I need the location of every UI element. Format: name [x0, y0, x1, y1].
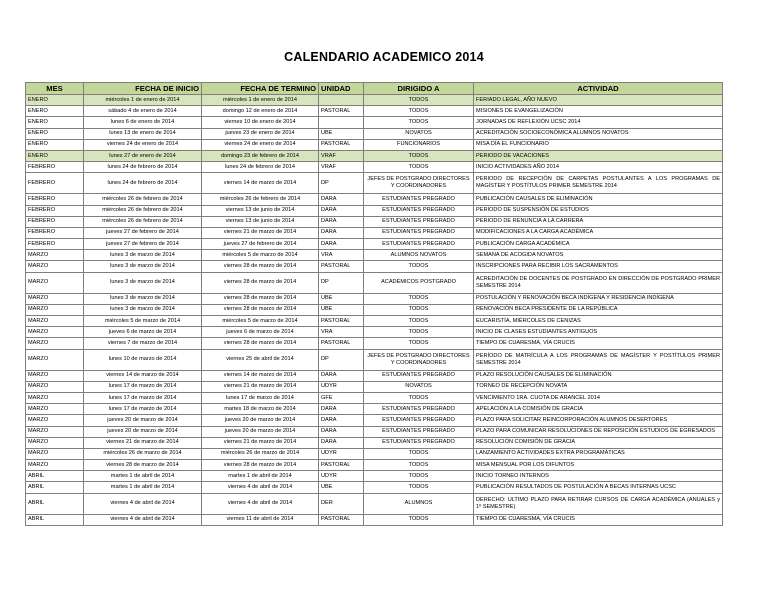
table-row	[26, 370, 723, 381]
cell-actividad: PUBLICACIÓN RESULTADOS DE POSTULACIÓN A BECAS INTERNAS UCSC	[474, 482, 723, 493]
table-row	[26, 272, 723, 293]
cell-dirigido: TODOS	[364, 95, 474, 106]
cell-unidad: DARA	[319, 227, 364, 238]
cell-dirigido: TODOS	[364, 460, 474, 471]
cell-mes: ENERO	[26, 128, 84, 139]
cell-fecha-inicio: lunes 10 de marzo de 2014	[84, 349, 202, 370]
cell-mes: MARZO	[26, 338, 84, 349]
cell-unidad: UDYR	[319, 381, 364, 392]
cell-mes: FEBRERO	[26, 173, 84, 194]
cell-actividad: PERIODO DE SUSPENSIÓN DE ESTUDIOS	[474, 205, 723, 216]
cell-actividad: TIEMPO DE CUARESMA, VÍA CRUCIS	[474, 514, 723, 525]
cell-mes: MARZO	[26, 460, 84, 471]
cell-fecha-termino: viernes 10 de enero de 2014	[202, 117, 319, 128]
cell-fecha-inicio: lunes 3 de marzo de 2014	[84, 250, 202, 261]
cell-unidad: PASTORAL	[319, 460, 364, 471]
cell-dirigido: TODOS	[364, 392, 474, 403]
calendar-table	[25, 82, 723, 526]
cell-fecha-termino: jueves 20 de marzo de 2014	[202, 426, 319, 437]
table-row	[26, 448, 723, 459]
table-row	[26, 95, 723, 106]
cell-dirigido: ALUMNOS	[364, 493, 474, 514]
cell-actividad: PERIODO DE RECEPCIÓN DE CARPETAS POSTULANTES A LOS PROGRAMAS DE MAGÍSTER Y POSTÍTULOS PRIMER SEMESTRE 2014	[474, 173, 723, 194]
cell-dirigido: ESTUDIANTES PREGRADO	[364, 194, 474, 205]
cell-mes: MARZO	[26, 370, 84, 381]
cell-actividad: INSCRIPCIONES PARA RECIBIR LOS SACRAMENTOS	[474, 261, 723, 272]
cell-mes: MARZO	[26, 404, 84, 415]
table-row	[26, 250, 723, 261]
table-row	[26, 437, 723, 448]
cell-actividad: VENCIMIENTO 1RA. CUOTA DE ARANCEL 2014	[474, 392, 723, 403]
cell-dirigido: TODOS	[364, 304, 474, 315]
cell-fecha-inicio: viernes 21 de marzo de 2014	[84, 437, 202, 448]
cell-fecha-inicio: viernes 4 de abril de 2014	[84, 493, 202, 514]
cell-mes: MARZO	[26, 272, 84, 293]
cell-dirigido: JEFES DE POSTGRADO DIRECTORES Y COORDINADORES	[364, 173, 474, 194]
cell-fecha-termino: viernes 21 de marzo de 2014	[202, 227, 319, 238]
cell-fecha-inicio: lunes 3 de marzo de 2014	[84, 293, 202, 304]
cell-fecha-inicio: lunes 24 de febrero de 2014	[84, 162, 202, 173]
cell-fecha-inicio: sábado 4 de enero de 2014	[84, 106, 202, 117]
cell-mes: ENERO	[26, 150, 84, 161]
cell-fecha-inicio: viernes 24 de enero de 2014	[84, 139, 202, 150]
cell-mes: ABRIL	[26, 482, 84, 493]
cell-fecha-inicio: viernes 4 de abril de 2014	[84, 514, 202, 525]
table-row	[26, 426, 723, 437]
cell-dirigido: TODOS	[364, 471, 474, 482]
cell-fecha-termino: lunes 17 de marzo de 2014	[202, 392, 319, 403]
cell-actividad: TIEMPO DE CUARESMA, VÍA CRUCIS	[474, 338, 723, 349]
cell-dirigido: ESTUDIANTES PREGRADO	[364, 404, 474, 415]
cell-unidad: UBE	[319, 304, 364, 315]
cell-actividad: MODIFICACIONES A LA CARGA ACADÉMICA	[474, 227, 723, 238]
cell-fecha-termino: domingo 12 de enero de 2014	[202, 106, 319, 117]
cell-mes: FEBRERO	[26, 216, 84, 227]
cell-fecha-termino: viernes 13 de junio de 2014	[202, 205, 319, 216]
cell-dirigido: TODOS	[364, 293, 474, 304]
cell-dirigido: TODOS	[364, 482, 474, 493]
cell-fecha-termino: miércoles 5 de marzo de 2014	[202, 316, 319, 327]
cell-fecha-termino: viernes 21 de marzo de 2014	[202, 381, 319, 392]
cell-fecha-termino: jueves 6 de marzo de 2014	[202, 327, 319, 338]
cell-fecha-termino: viernes 21 de marzo de 2014	[202, 437, 319, 448]
cell-actividad: SEMANA DE ACOGIDA NOVATOS	[474, 250, 723, 261]
cell-mes: MARZO	[26, 349, 84, 370]
cell-fecha-termino: viernes 11 de abril de 2014	[202, 514, 319, 525]
cell-dirigido: ESTUDIANTES PREGRADO	[364, 370, 474, 381]
calendar-rows	[26, 95, 723, 526]
cell-unidad: PASTORAL	[319, 106, 364, 117]
cell-fecha-inicio: miércoles 26 de febrero de 2014	[84, 194, 202, 205]
cell-fecha-inicio: jueves 27 de febrero de 2014	[84, 239, 202, 250]
cell-mes: MARZO	[26, 392, 84, 403]
cell-unidad: PASTORAL	[319, 514, 364, 525]
cell-mes: MARZO	[26, 448, 84, 459]
cell-fecha-inicio: viernes 7 de marzo de 2014	[84, 338, 202, 349]
cell-unidad: DARA	[319, 239, 364, 250]
cell-fecha-inicio: viernes 28 de marzo de 2014	[84, 460, 202, 471]
cell-actividad: POSTULACIÓN Y RENOVACIÓN BECA INDÍGENA Y RESIDENCIA INDÍGENA	[474, 293, 723, 304]
cell-fecha-inicio: miércoles 1 de enero de 2014	[84, 95, 202, 106]
cell-fecha-termino: martes 18 de marzo de 2014	[202, 404, 319, 415]
cell-dirigido: ESTUDIANTES PREGRADO	[364, 227, 474, 238]
cell-mes: MARZO	[26, 293, 84, 304]
cell-fecha-termino: viernes 4 de abril de 2014	[202, 493, 319, 514]
cell-dirigido: TODOS	[364, 162, 474, 173]
cell-unidad: UDYR	[319, 448, 364, 459]
cell-dirigido: ESTUDIANTES PREGRADO	[364, 437, 474, 448]
cell-mes: ABRIL	[26, 514, 84, 525]
cell-fecha-inicio: lunes 3 de marzo de 2014	[84, 261, 202, 272]
table-row	[26, 349, 723, 370]
cell-fecha-termino: jueves 27 de febrero de 2014	[202, 239, 319, 250]
cell-mes: ENERO	[26, 95, 84, 106]
cell-unidad: PASTORAL	[319, 338, 364, 349]
cell-dirigido: NOVATOS	[364, 381, 474, 392]
table-row	[26, 514, 723, 525]
cell-dirigido: TODOS	[364, 514, 474, 525]
table-row	[26, 150, 723, 161]
header-row	[26, 83, 723, 95]
cell-actividad: PERÍODO DE MATRÍCULA A LOS PROGRAMAS DE MAGÍSTER Y POSTÍTULOS PRIMER SEMESTRE 2014	[474, 349, 723, 370]
cell-fecha-inicio: lunes 17 de marzo de 2014	[84, 392, 202, 403]
cell-mes: MARZO	[26, 415, 84, 426]
cell-fecha-termino: viernes 14 de marzo de 2014	[202, 173, 319, 194]
cell-dirigido: TODOS	[364, 338, 474, 349]
cell-fecha-termino: miércoles 5 de marzo de 2014	[202, 250, 319, 261]
cell-unidad: PASTORAL	[319, 261, 364, 272]
cell-actividad: APELACIÓN A LA COMISIÓN DE GRACIA	[474, 404, 723, 415]
cell-fecha-termino: viernes 28 de marzo de 2014	[202, 338, 319, 349]
cell-dirigido: FUNCIONARIOS	[364, 139, 474, 150]
cell-fecha-inicio: miércoles 26 de febrero de 2014	[84, 216, 202, 227]
cell-unidad: DARA	[319, 194, 364, 205]
cell-unidad: UBE	[319, 128, 364, 139]
cell-dirigido: ESTUDIANTES PREGRADO	[364, 205, 474, 216]
cell-dirigido: ESTUDIANTES PREGRADO	[364, 426, 474, 437]
column-header-fecha-termino: FECHA DE TERMINO	[202, 83, 319, 95]
cell-mes: MARZO	[26, 316, 84, 327]
cell-unidad: DARA	[319, 415, 364, 426]
cell-fecha-inicio: lunes 6 de enero de 2014	[84, 117, 202, 128]
cell-mes: FEBRERO	[26, 239, 84, 250]
table-row	[26, 338, 723, 349]
table-row	[26, 482, 723, 493]
cell-fecha-inicio: jueves 6 de marzo de 2014	[84, 327, 202, 338]
cell-actividad: MISA MENSUAL POR LOS DIFUNTOS	[474, 460, 723, 471]
cell-dirigido: TODOS	[364, 448, 474, 459]
cell-unidad: VRA	[319, 250, 364, 261]
cell-fecha-inicio: lunes 3 de marzo de 2014	[84, 304, 202, 315]
column-header-mes: MES	[26, 83, 84, 95]
cell-mes: MARZO	[26, 327, 84, 338]
cell-fecha-inicio: martes 1 de abril de 2014	[84, 471, 202, 482]
table-row	[26, 293, 723, 304]
table-row	[26, 304, 723, 315]
cell-dirigido: ALUMNOS NOVATOS	[364, 250, 474, 261]
cell-actividad: PLAZO PARA SOLICITAR REINCORPORACIÓN ALUMNOS DESERTORES	[474, 415, 723, 426]
cell-actividad: LANZAMIENTO ACTIVIDADES EXTRA PROGRAMÁTICAS	[474, 448, 723, 459]
table-row	[26, 194, 723, 205]
cell-actividad: DERECHO: ULTIMO PLAZO PARA RETIRAR CURSOS DE CARGA ACADÉMICA (ANUALES y 1º SEMESTRE)	[474, 493, 723, 514]
cell-actividad: EUCARISTÍA, MIÉRCOLES DE CENIZAS	[474, 316, 723, 327]
cell-actividad: ACREDITACIÓN SOCIOECONÓMICA ALUMNOS NOVATOS	[474, 128, 723, 139]
cell-mes: ENERO	[26, 117, 84, 128]
cell-mes: ABRIL	[26, 493, 84, 514]
cell-dirigido: JEFES DE POSTGRADO DIRECTORES Y COORDINADORES	[364, 349, 474, 370]
table-row	[26, 415, 723, 426]
cell-actividad: TORNEO DE RECEPCIÓN NOVATA	[474, 381, 723, 392]
table-row	[26, 460, 723, 471]
table-row	[26, 381, 723, 392]
cell-fecha-termino: lunes 24 de febrero de 2014	[202, 162, 319, 173]
cell-mes: MARZO	[26, 437, 84, 448]
cell-fecha-termino: miércoles 26 de febrero de 2014	[202, 194, 319, 205]
cell-fecha-inicio: miércoles 26 de febrero de 2014	[84, 205, 202, 216]
cell-actividad: PERIODO DE VACACIONES	[474, 150, 723, 161]
table-row	[26, 117, 723, 128]
cell-unidad: PASTORAL	[319, 139, 364, 150]
table-row	[26, 316, 723, 327]
cell-unidad: DER	[319, 493, 364, 514]
cell-fecha-termino: viernes 25 de abril de 2014	[202, 349, 319, 370]
table-row	[26, 106, 723, 117]
table-row	[26, 227, 723, 238]
cell-unidad: DP	[319, 272, 364, 293]
table-row	[26, 173, 723, 194]
cell-dirigido: NOVATOS	[364, 128, 474, 139]
cell-actividad: INICIO DE CLASES ESTUDIANTES ANTIGUOS	[474, 327, 723, 338]
cell-unidad	[319, 95, 364, 106]
cell-fecha-termino: viernes 28 de marzo de 2014	[202, 261, 319, 272]
cell-unidad: DARA	[319, 216, 364, 227]
cell-unidad: GFE	[319, 392, 364, 403]
table-row	[26, 239, 723, 250]
cell-actividad: FERIADO LEGAL, AÑO NUEVO	[474, 95, 723, 106]
column-header-actividad: ACTIVIDAD	[474, 83, 723, 95]
cell-actividad: INICIO ACTIVIDADES AÑO 2014	[474, 162, 723, 173]
table-row	[26, 327, 723, 338]
cell-unidad: DARA	[319, 205, 364, 216]
cell-actividad: MISIONES DE EVANGELIZACIÓN	[474, 106, 723, 117]
cell-fecha-inicio: jueves 20 de marzo de 2014	[84, 426, 202, 437]
cell-unidad: DARA	[319, 426, 364, 437]
cell-dirigido: TODOS	[364, 106, 474, 117]
cell-fecha-termino: viernes 4 de abril de 2014	[202, 482, 319, 493]
cell-mes: ABRIL	[26, 471, 84, 482]
cell-actividad: PUBLICACIÓN CARGA ACADÉMICA	[474, 239, 723, 250]
cell-fecha-inicio: jueves 27 de febrero de 2014	[84, 227, 202, 238]
table-row	[26, 162, 723, 173]
cell-unidad: UBE	[319, 482, 364, 493]
cell-fecha-inicio: lunes 17 de marzo de 2014	[84, 404, 202, 415]
cell-actividad: MISA DÍA EL FUNCIONARIO	[474, 139, 723, 150]
column-header-fecha-inicio: FECHA DE INICIO	[84, 83, 202, 95]
cell-mes: MARZO	[26, 304, 84, 315]
cell-fecha-termino: viernes 13 de junio de 2014	[202, 216, 319, 227]
cell-fecha-inicio: miércoles 26 de marzo de 2014	[84, 448, 202, 459]
cell-dirigido: ESTUDIANTES PREGRADO	[364, 216, 474, 227]
cell-actividad: JORNADAS DE REFLEXIÓN UCSC 2014	[474, 117, 723, 128]
cell-unidad: UBE	[319, 293, 364, 304]
column-header-unidad: UNIDAD	[319, 83, 364, 95]
cell-mes: FEBRERO	[26, 205, 84, 216]
cell-actividad: PLAZO RESOLUCIÓN CAUSALES DE ELIMINACIÓN	[474, 370, 723, 381]
cell-fecha-termino: viernes 28 de marzo de 2014	[202, 272, 319, 293]
cell-unidad: DARA	[319, 370, 364, 381]
page-title: CALENDARIO ACADEMICO 2014	[284, 50, 484, 64]
cell-fecha-termino: viernes 28 de marzo de 2014	[202, 304, 319, 315]
cell-fecha-termino: jueves 23 de enero de 2014	[202, 128, 319, 139]
cell-dirigido: TODOS	[364, 327, 474, 338]
cell-unidad: UDYR	[319, 471, 364, 482]
table-row	[26, 216, 723, 227]
cell-unidad: VRAF	[319, 162, 364, 173]
cell-actividad: ACREDITACIÓN DE DOCENTES DE POSTGRADO EN DIRECCIÓN DE POSTGRADO PRIMER SEMESTRE 2014	[474, 272, 723, 293]
cell-unidad: VRA	[319, 327, 364, 338]
cell-unidad: DP	[319, 349, 364, 370]
cell-dirigido: TODOS	[364, 316, 474, 327]
cell-fecha-inicio: martes 1 de abril de 2014	[84, 482, 202, 493]
cell-actividad: PLAZO PARA COMUNICAR RESOLUCIONES DE REPOSICIÓN ESTUDIOS DE EGRESADOS	[474, 426, 723, 437]
cell-mes: MARZO	[26, 261, 84, 272]
cell-fecha-termino: viernes 24 de enero de 2014	[202, 139, 319, 150]
cell-unidad: DARA	[319, 404, 364, 415]
table-row	[26, 205, 723, 216]
cell-unidad: DP	[319, 173, 364, 194]
cell-fecha-termino: viernes 28 de marzo de 2014	[202, 460, 319, 471]
cell-actividad: RESOLUCIÓN COMISIÓN DE GRACIA	[474, 437, 723, 448]
cell-mes: FEBRERO	[26, 227, 84, 238]
cell-fecha-termino: miércoles 26 de marzo de 2014	[202, 448, 319, 459]
cell-fecha-inicio: lunes 27 de enero de 2014	[84, 150, 202, 161]
cell-dirigido: TODOS	[364, 150, 474, 161]
cell-dirigido: TODOS	[364, 117, 474, 128]
cell-unidad: VRAF	[319, 150, 364, 161]
cell-dirigido: ACADÉMICOS POSTGRADO	[364, 272, 474, 293]
cell-mes: MARZO	[26, 250, 84, 261]
cell-fecha-inicio: jueves 20 de marzo de 2014	[84, 415, 202, 426]
cell-fecha-inicio: miércoles 5 de marzo de 2014	[84, 316, 202, 327]
cell-fecha-inicio: lunes 24 de febrero de 2014	[84, 173, 202, 194]
cell-fecha-inicio: lunes 17 de marzo de 2014	[84, 381, 202, 392]
cell-dirigido: ESTUDIANTES PREGRADO	[364, 415, 474, 426]
cell-mes: FEBRERO	[26, 194, 84, 205]
cell-fecha-termino: viernes 28 de marzo de 2014	[202, 293, 319, 304]
table-row	[26, 261, 723, 272]
cell-fecha-termino: domingo 23 de febrero de 2014	[202, 150, 319, 161]
cell-unidad: DARA	[319, 437, 364, 448]
cell-dirigido: ESTUDIANTES PREGRADO	[364, 239, 474, 250]
cell-mes: MARZO	[26, 426, 84, 437]
column-header-dirigido: DIRIGIDO A	[364, 83, 474, 95]
cell-fecha-termino: martes 1 de abril de 2014	[202, 471, 319, 482]
table-row	[26, 139, 723, 150]
cell-actividad: PERIODO DE RENUNCIA A LA CARRERA	[474, 216, 723, 227]
cell-mes: ENERO	[26, 139, 84, 150]
table-row	[26, 404, 723, 415]
cell-fecha-termino: jueves 20 de marzo de 2014	[202, 415, 319, 426]
cell-actividad: RENOVACIÓN BECA PRESIDENTE DE LA REPÚBLICA	[474, 304, 723, 315]
cell-mes: FEBRERO	[26, 162, 84, 173]
table-row	[26, 392, 723, 403]
cell-fecha-inicio: lunes 13 de enero de 2014	[84, 128, 202, 139]
table-row	[26, 471, 723, 482]
cell-mes: MARZO	[26, 381, 84, 392]
cell-actividad: PUBLICACIÓN CAUSALES DE ELIMINACIÓN	[474, 194, 723, 205]
cell-unidad: PASTORAL	[319, 316, 364, 327]
cell-mes: ENERO	[26, 106, 84, 117]
cell-fecha-inicio: viernes 14 de marzo de 2014	[84, 370, 202, 381]
cell-unidad	[319, 117, 364, 128]
table-row	[26, 493, 723, 514]
cell-fecha-inicio: lunes 3 de marzo de 2014	[84, 272, 202, 293]
cell-actividad: INICIO TORNEO INTERNOS	[474, 471, 723, 482]
cell-fecha-termino: miércoles 1 de enero de 2014	[202, 95, 319, 106]
cell-dirigido: TODOS	[364, 261, 474, 272]
cell-fecha-termino: viernes 14 de marzo de 2014	[202, 370, 319, 381]
table-row	[26, 128, 723, 139]
